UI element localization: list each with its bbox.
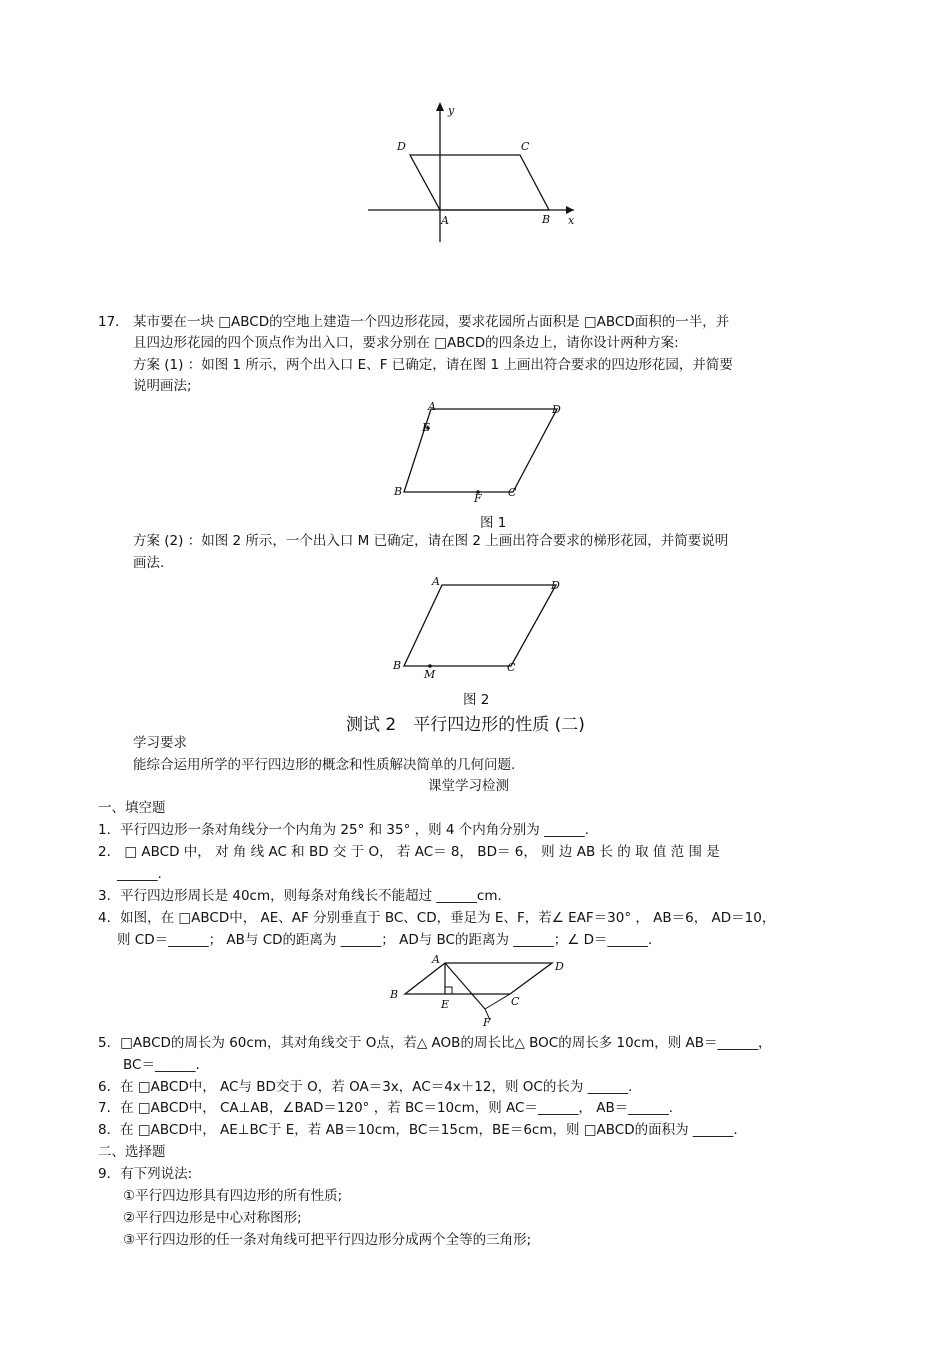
figure-2-caption: 图 2 (463, 692, 490, 708)
question-4-figure (385, 950, 575, 1032)
label-y: y (448, 104, 455, 117)
fig1-label-C: C (508, 486, 517, 499)
q17-line1: 17． 某市要在一块 □ABCD的空地上建造一个四边形花园，要求花园所占面积是 □ABCD面积的一半，并 (98, 314, 730, 330)
question-4-line2: 则 CD＝______； AB与 CD的距离为 ______； AD与 BC的距离为 ______；∠ D＝______. (117, 932, 653, 948)
figure-1-caption: 图 1 (480, 515, 507, 531)
section-title: 测试 2 平行四边形的性质 (二) (346, 715, 585, 735)
label-B: B (542, 213, 551, 226)
q17-plan1-a: 方案 (1) ：如图 1 所示，两个出入口 E、F 已确定，请在图 1 上画出符合要求的四边形花园，并简要 (133, 357, 733, 373)
part-multiple-choice: 二、选择题 (98, 1144, 166, 1160)
fig4-label-B: B (390, 988, 399, 1001)
fig4-label-E: E (441, 998, 450, 1011)
fig4-label-C: C (511, 995, 520, 1008)
statement-2: ②平行四边形是中心对称图形; (123, 1210, 302, 1226)
part-fill-in: 一、填空题 (98, 800, 166, 816)
learning-requirements-text: 能综合运用所学的平行四边形的概念和性质解决简单的几何问题. (133, 757, 516, 773)
fig2-label-A: A (432, 575, 440, 588)
fig1-label-E: E (422, 421, 431, 434)
fig1-label-B: B (394, 485, 403, 498)
fig1-label-A: A (428, 400, 436, 413)
fig2-label-M: M (424, 668, 436, 681)
q17-plan2-b: 画法. (133, 555, 165, 571)
statement-3: ③平行四边形的任一条对角线可把平行四边形分成两个全等的三角形; (123, 1232, 532, 1248)
classroom-test-title: 课堂学习检测 (428, 778, 509, 794)
question-4-line1: 4．如图，在 □ABCD中， AE、AF 分别垂直于 BC、CD，垂足为 E、F，若∠ EAF＝30° ， AB＝6， AD＝10， (98, 910, 776, 926)
fig1-label-D: D (552, 403, 561, 416)
fig4-label-A: A (432, 953, 440, 966)
question-7: 7．在 □ABCD中， CA⊥AB，∠BAD＝120° ，若 BC＝10cm，则 AC＝______， AB＝______. (98, 1100, 674, 1116)
label-x: x (568, 214, 575, 227)
statement-1: ①平行四边形具有四边形的所有性质; (123, 1188, 343, 1204)
figure-1-parallelogram (390, 398, 575, 510)
question-2-line1: 2． □ ABCD 中， 对 角 线 AC 和 BD 交 于 O， 若 AC＝ 8， BD＝ 6， 则 边 AB 长 的 取 值 范 围 是 (98, 844, 720, 860)
fig4-label-D: D (555, 960, 564, 973)
question-6: 6．在 □ABCD中， AC与 BD交于 O，若 OA＝3x，AC＝4x＋12，则 OC的长为 ______. (98, 1079, 633, 1095)
question-9: 9．有下列说法: (98, 1166, 193, 1182)
q17-line2: 且四边形花园的四个顶点作为出入口，要求分别在 □ABCD的四条边上，请你设计两种方案: (133, 335, 679, 351)
question-1: 1．平行四边形一条对角线分一个内角为 25° 和 35° ，则 4 个内角分别为 ______. (98, 822, 589, 838)
fig2-label-B: B (393, 659, 402, 672)
q17-plan1-b: 说明画法; (133, 378, 192, 394)
fig2-label-D: D (551, 579, 560, 592)
question-3: 3．平行四边形周长是 40cm，则每条对角线长不能超过 ______cm. (98, 888, 502, 904)
learning-requirements-label: 学习要求 (133, 735, 187, 751)
question-8: 8．在 □ABCD中， AE⊥BC于 E，若 AB＝10cm，BC＝15cm，BE＝6cm，则 □ABCD的面积为 ______. (98, 1122, 738, 1138)
label-D: D (397, 140, 406, 153)
q17-plan2-a: 方案 (2) ：如图 2 所示，一个出入口 M 已确定，请在图 2 上画出符合要求的梯形花园，并简要说明 (133, 533, 729, 549)
question-5-line1: 5．□ABCD的周长为 60cm，其对角线交于 O点，若△ AOB的周长比△ BOC的周长多 10cm，则 AB＝______， (98, 1035, 772, 1051)
label-C: C (521, 140, 530, 153)
fig4-label-F: F (483, 1016, 491, 1029)
question-2-line2: ______. (117, 866, 162, 882)
fig1-label-F: F (474, 492, 482, 505)
figure-2-parallelogram (390, 575, 575, 685)
coordinate-parallelogram-figure (360, 98, 590, 248)
fig2-label-C: C (507, 661, 516, 674)
question-5-line2: BC＝______. (123, 1057, 200, 1073)
label-A: A (441, 214, 449, 227)
